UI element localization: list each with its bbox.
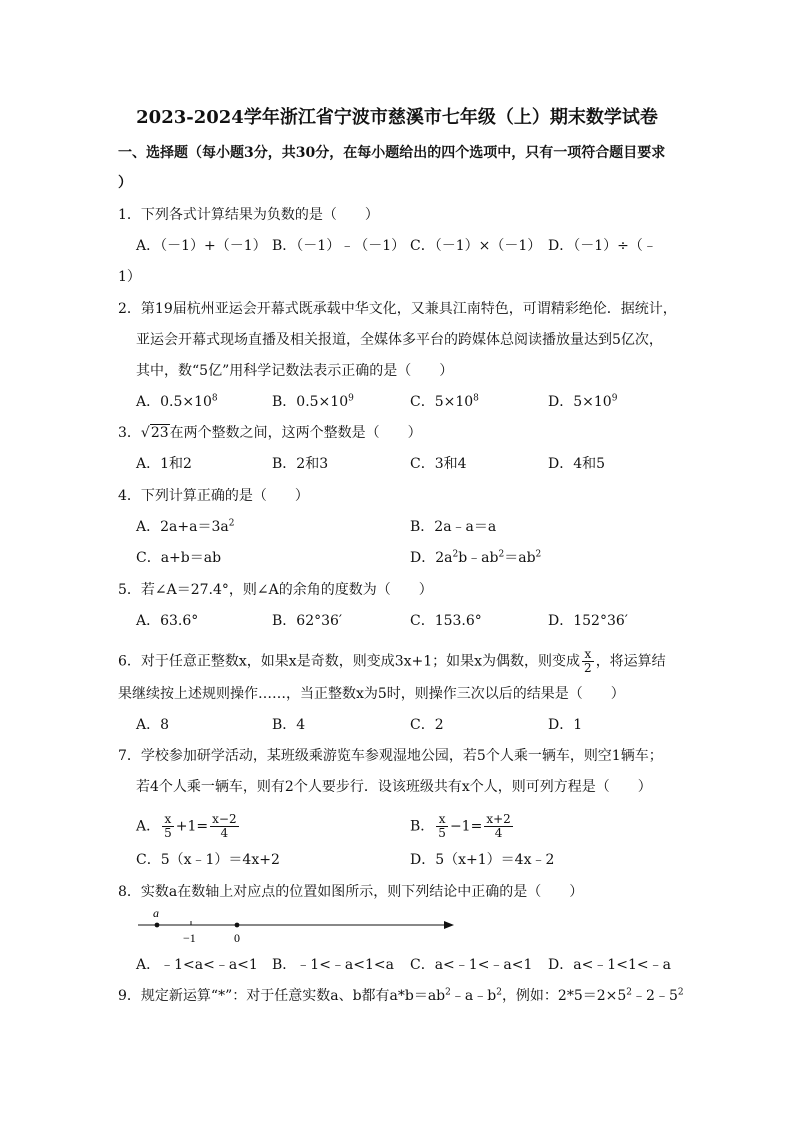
question-3-option-d: D．4和5: [548, 456, 606, 472]
question-4-stem: 4．下列计算正确的是（ ）: [118, 488, 309, 504]
question-1-stem: 1．下列各式计算结果为负数的是（ ）: [118, 207, 379, 223]
question-7-option-d: D．5（x+1）＝4x﹣2: [410, 852, 555, 868]
question-2-option-d: D．$5\times 10^9$: [548, 393, 618, 410]
tick-zero-label: 0: [234, 931, 240, 945]
question-8-option-b: B．﹣1<﹣a<1<a: [272, 957, 394, 973]
question-8-option-c: C．a<﹣1<﹣a<1: [410, 957, 533, 973]
number-line-arrow: [444, 921, 454, 929]
section-heading-line1: 一、选择题（每小题3分，共30分，在每小题给出的四个选项中，只有一项符合题目要求: [118, 145, 666, 161]
question-7-line2: 若4个人乘一辆车，则有2个人要步行．设该班级共有x个人，则可列方程是（ ）: [136, 779, 652, 795]
question-6-option-b: B．4: [272, 717, 306, 733]
question-3-option-c: C．3和4: [410, 456, 467, 472]
question-1-option-b: B．（－1）﹣（－1）: [272, 238, 406, 254]
question-2-line2: 亚运会开幕式现场直播及相关报道，全媒体多平台的跨媒体总阅读播放量达到5亿次，: [136, 332, 663, 348]
question-1-option-c: C．（－1）×（－1）: [410, 238, 542, 254]
sqrt-symbol: √: [140, 425, 150, 441]
question-2-option-c: C．$5\times 10^8$: [410, 393, 479, 410]
question-1-option-a: A．（－1）+（－1）: [136, 238, 267, 254]
question-1-option-d: D．（－1）÷（﹣: [548, 238, 657, 254]
question-5-option-c: C．153.6°: [410, 613, 482, 629]
question-5-stem: 5．若∠A＝27.4°，则∠A的余角的度数为（ ）: [118, 582, 433, 598]
question-8-stem: 8．实数a在数轴上对应点的位置如图所示，则下列结论中正确的是（ ）: [118, 884, 584, 900]
question-8-option-d: D．a<﹣1<1<﹣a: [548, 957, 671, 973]
question-8-option-a: A．﹣1<a<﹣a<1: [136, 957, 258, 973]
question-2-line3: 其中，数“5亿”用科学记数法表示正确的是（ ）: [136, 363, 454, 379]
section-heading-line2: ）: [118, 175, 132, 191]
question-6-option-d: D．1: [548, 717, 583, 733]
tick-minus-one-label: −1: [183, 931, 196, 945]
question-4-option-a: A．$2a+a=3a^2$: [136, 518, 235, 535]
question-7-option-a: A． $\frac{x}{5}$ +1= $\frac{x-2}{4}$: [136, 812, 237, 840]
point-a-label: a: [153, 906, 159, 920]
question-5-option-d: D．152°36′: [548, 613, 628, 629]
question-6-line1: 6．对于任意正整数x，如果x是奇数，则变成3x+1；如果x为偶数，则变成 $\frac{x}{2}$ ，将运算结: [118, 647, 666, 675]
question-6-line2: 果继续按上述规则操作……，当正整数x为5时，则操作三次以后的结果是（ ）: [118, 686, 625, 702]
question-4-option-c: C．a+b＝ab: [136, 550, 222, 566]
question-3-option-a: A．1和2: [136, 456, 192, 472]
question-6-option-a: A．8: [136, 717, 170, 733]
question-2-option-b: B．$0.5\times 10^9$: [272, 393, 354, 410]
question-4-option-d: D．$2a^2b﹣ab^2=ab^2$: [410, 549, 542, 566]
point-zero: [235, 923, 240, 928]
question-5-option-b: B．62°36′: [272, 613, 343, 629]
radicand: 23: [150, 425, 169, 441]
question-1-option-d-continued: 1）: [118, 269, 141, 285]
question-7-option-c: C．5（x﹣1）＝4x+2: [136, 852, 280, 868]
question-2-option-a: A．$0.5\times 10^8$: [136, 393, 218, 410]
question-2-line1: 2．第19届杭州亚运会开幕式既承载中华文化，又兼具江南特色，可谓精彩绝伦．据统计，: [118, 301, 677, 317]
page-title: 2023-2024学年浙江省宁波市慈溪市七年级（上）期末数学试卷: [136, 107, 658, 128]
question-7-line1: 7．学校参加研学活动，某班级乘游览车参观湿地公园，若5个人乘一辆车，则空1辆车；: [118, 748, 663, 764]
question-5-option-a: A．63.6°: [136, 613, 199, 629]
point-a: [155, 923, 160, 928]
question-4-option-b: B．2a﹣a＝a: [410, 519, 497, 535]
question-9-stem: 9．规定新运算“*”：对于任意实数a、b都有$a*b=ab^2﹣a﹣b^2$，例如：$2*5=2\times 5^2﹣2﹣5^2$: [118, 987, 684, 1004]
question-3-option-b: B．2和3: [272, 456, 329, 472]
question-3-stem: 3．√23在两个整数之间，这两个整数是（ ）: [118, 425, 422, 441]
fraction-x-over-2: $\frac{x}{2}$: [584, 647, 592, 675]
question-6-option-c: C．2: [410, 717, 444, 733]
number-line-figure: [130, 905, 460, 947]
question-7-option-b: B． $\frac{x}{5}$ −1= $\frac{x+2}{4}$: [410, 812, 511, 840]
